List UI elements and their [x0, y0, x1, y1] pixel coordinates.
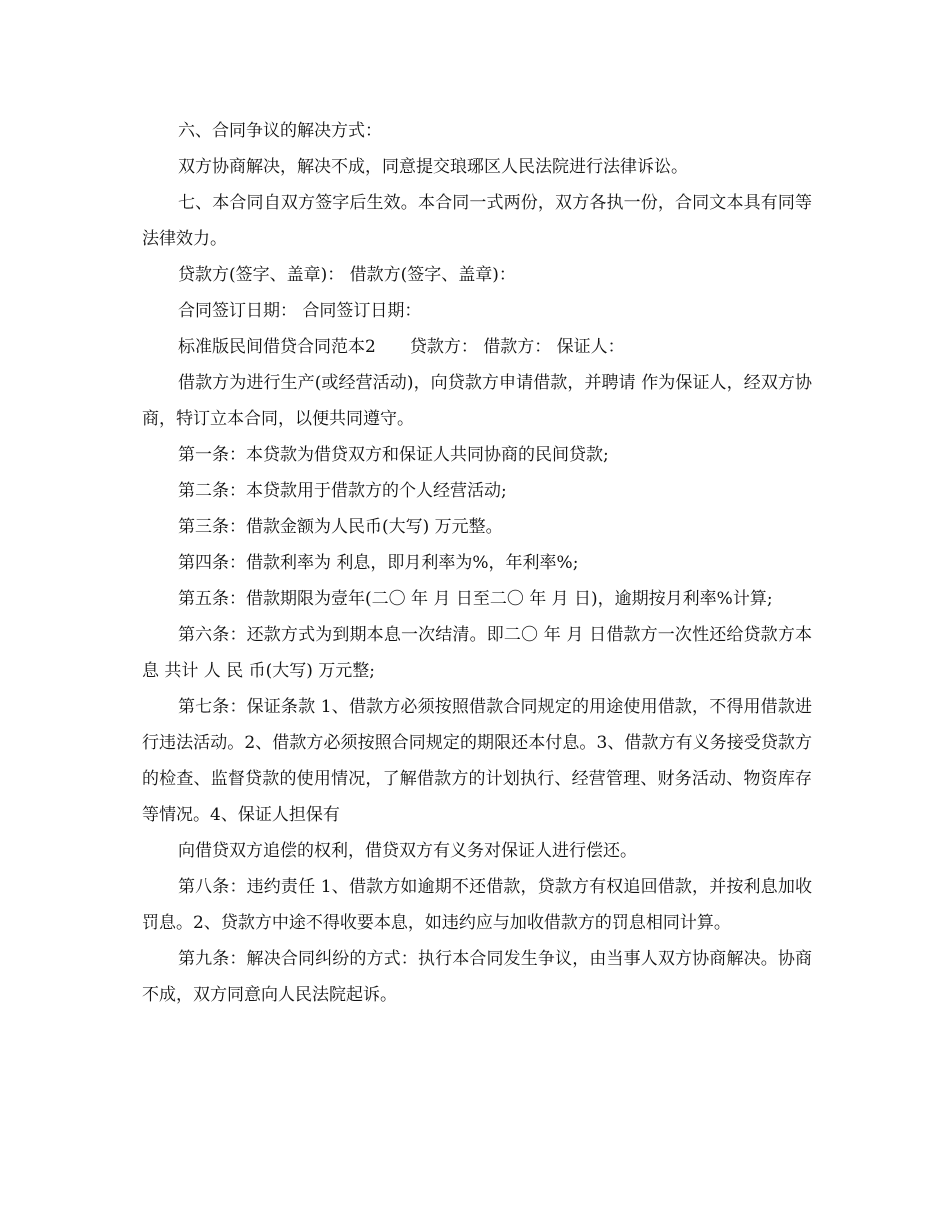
clause-effective: 七、本合同自双方签字后生效。本合同一式两份，双方各执一份，合同文本具有同等法律效力。 [142, 193, 812, 249]
article-9: 第九条：解决合同纠纷的方式：执行本合同发生争议，由当事人双方协商解决。协商不成，双方同意向人民法院起诉。 [142, 949, 812, 1005]
article-2: 第二条：本贷款用于借款方的个人经营活动; [178, 481, 507, 501]
template-title-parties: 标准版民间借贷合同范本2 贷款方： 借款方： 保证人： [178, 337, 625, 357]
document-body [142, 113, 812, 1013]
article-8: 第八条：违约责任 1、借款方如逾期不还借款，贷款方有权追回借款，并按利息加收罚息。2、贷款方中途不得收要本息，如违约应与加收借款方的罚息相同计算。 [142, 877, 812, 933]
article-4: 第四条：借款利率为 利息，即月利率为%，年利率%; [178, 553, 579, 573]
article-7: 第七条：保证条款 1、借款方必须按照借款合同规定的用途使用借款，不得用借款进行违法活动。2、借款方必须按照合同规定的期限还本付息。3、借款方有义务接受贷款方的检查、监督贷款的使用情况，了解借款方的计划执行、经营管理、财务活动、物资库存等情况。4、保证人担保有 [142, 697, 812, 825]
article-1: 第一条：本贷款为借贷双方和保证人共同协商的民间贷款; [178, 445, 609, 465]
signature-line: 贷款方(签字、盖章)： 借款方(签字、盖章)： [178, 265, 516, 285]
article-7-continued: 向借贷双方追偿的权利，借贷双方有义务对保证人进行偿还。 [178, 841, 637, 861]
preamble: 借款方为进行生产(或经营活动)，向贷款方申请借款，并聘请 作为保证人，经双方协商，特订立本合同，以便共同遵守。 [142, 373, 812, 429]
clause-dispute-text: 双方协商解决，解决不成，同意提交琅琊区人民法院进行法律诉讼。 [178, 157, 688, 177]
signing-date-line: 合同签订日期： 合同签订日期： [178, 301, 422, 321]
article-5: 第五条：借款期限为壹年(二〇 年 月 日至二〇 年 月 日)，逾期按月利率%计算; [178, 589, 773, 609]
clause-dispute-heading: 六、合同争议的解决方式： [178, 121, 382, 141]
article-6: 第六条：还款方式为到期本息一次结清。即二〇 年 月 日借款方一次性还给贷款方本息 共计 人 民 币(大写) 万元整; [142, 625, 812, 681]
article-3: 第三条：借款金额为人民币(大写) 万元整。 [178, 517, 503, 537]
